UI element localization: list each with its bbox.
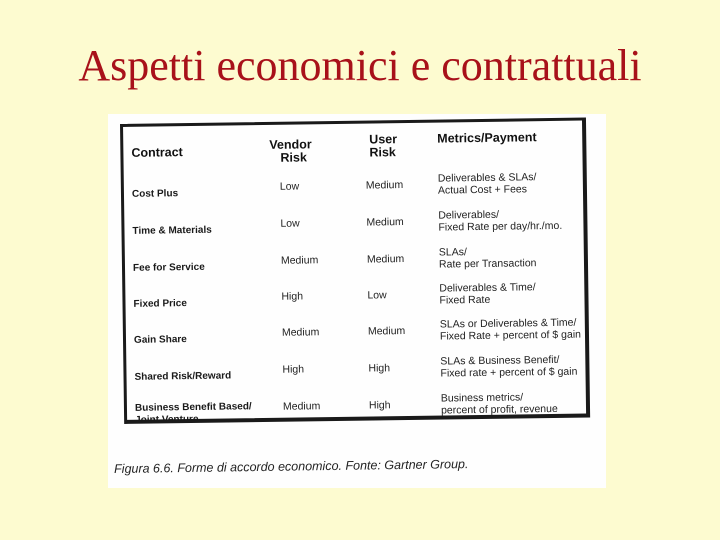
row-user-risk: High [368,399,391,412]
row-metrics [438,171,537,196]
row-contract-line: Cost Plus [131,188,179,200]
row-vendor-risk: High [282,363,305,376]
row-metrics-line: Deliverables & SLAs/ [437,171,537,185]
row-user-risk: Medium [366,216,404,229]
row-metrics-line: Fixed rate + percent of $ gain [440,365,578,380]
contract-table [120,117,590,426]
header-metrics: Metrics/Payment [437,130,537,146]
row-metrics-line: Fixed Rate + percent of $ gain [439,328,582,343]
row-vendor-risk: Low [280,217,300,230]
row-contract [134,370,231,383]
row-contract-line: Joint Venture [135,413,199,426]
row-contract [132,225,211,238]
figure-caption: Figura 6.6. Forme di accordo economico. Fonte: Gartner Group. [114,457,469,476]
row-metrics-line: Fixed Rate per day/hr./mo. [438,219,563,234]
row-metrics [440,354,577,380]
header-vendor-risk-line2: Risk [280,150,307,165]
slide-title: Aspetti economici e contrattuali [78,41,642,90]
row-metrics-line: Business metrics/ [440,391,524,405]
row-contract [135,401,252,427]
row-user-risk: Medium [367,325,406,338]
row-contract [132,188,178,201]
row-metrics-line: Actual Cost + Fees [437,183,528,197]
row-user-risk: Low [367,289,387,302]
row-vendor-risk: High [281,290,304,303]
row-vendor-risk: Low [279,180,300,193]
row-contract-line: Fee for Service [132,261,205,274]
row-contract-line: Fixed Price [133,298,187,310]
row-metrics-line: Rate per Transaction [438,257,537,271]
row-contract-line: Time & Materials [132,224,212,237]
row-metrics-line: percent of profit, revenue [440,402,558,417]
row-vendor-risk: Medium [282,400,321,413]
scanned-figure [108,114,606,488]
row-contract-line: Gain Share [133,334,187,346]
header-vendor-risk-line1: Vendor [269,137,312,152]
row-contract [133,298,187,311]
row-metrics [439,281,536,306]
row-metrics [440,317,581,343]
row-contract [134,334,187,347]
header-vendor-risk [269,138,312,165]
row-user-risk: High [368,362,391,375]
row-metrics-line: Fixed Rate [439,293,491,307]
row-user-risk: Medium [366,253,405,266]
row-metrics-line: Deliverables & Time/ [439,281,536,295]
row-contract [133,262,205,275]
row-user-risk: Medium [365,179,404,192]
header-user-risk [369,133,397,159]
row-metrics [439,245,537,270]
row-metrics [438,208,562,234]
row-metrics-line: Deliverables/ [438,208,500,222]
header-contract: Contract [131,145,183,160]
row-metrics-line: SLAs/ [438,246,467,259]
row-contract-line: Shared Risk/Reward [134,370,232,383]
header-user-risk-line1: User [369,132,398,147]
row-contract-line: Business Benefit Based/ [134,401,252,414]
row-metrics-line: SLAs & Business Benefit/ [440,353,560,368]
row-metrics [441,391,558,417]
row-metrics-line: SLAs or Deliverables & Time/ [439,316,577,331]
header-user-risk-line2: Risk [369,145,396,160]
row-vendor-risk: Medium [280,254,319,267]
row-vendor-risk: Medium [281,326,320,339]
